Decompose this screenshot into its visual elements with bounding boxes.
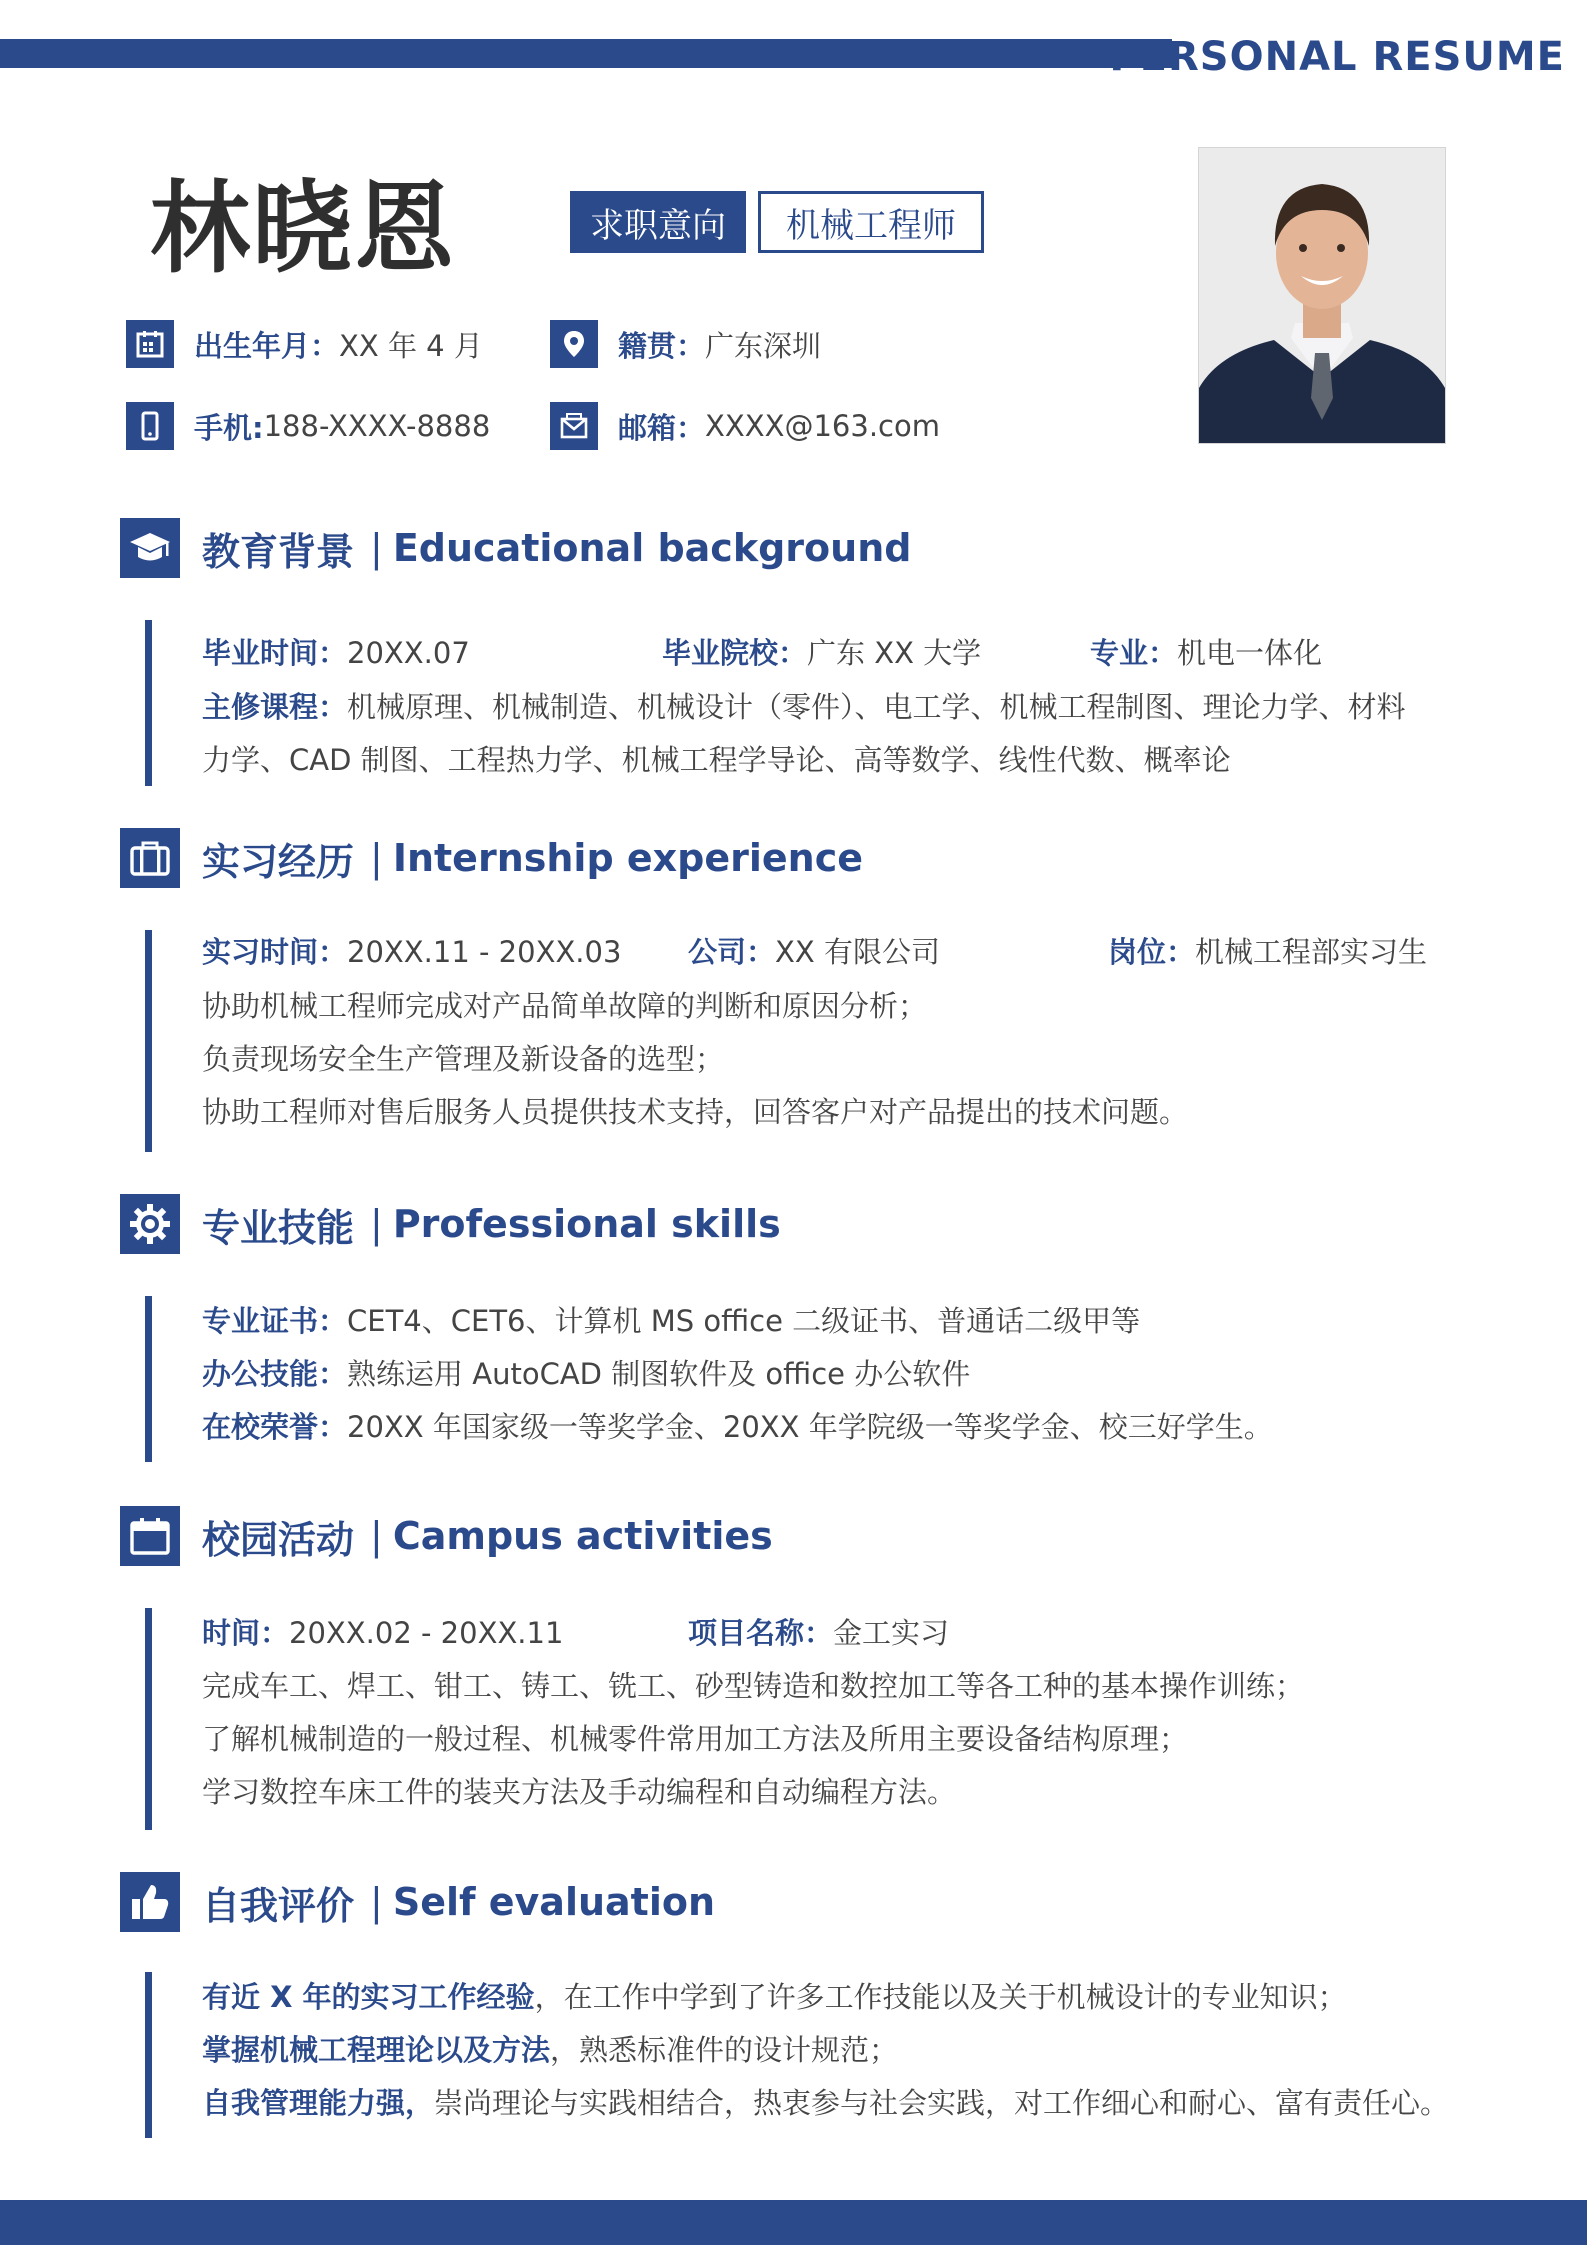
candidate-name: 林晓恩 xyxy=(150,170,456,287)
phone-value: 188-XXXX-8888 xyxy=(263,409,491,443)
internship-time-label: 实习时间： xyxy=(202,935,348,969)
campus-header xyxy=(120,1506,773,1566)
education-school xyxy=(662,631,981,672)
internship-time-value: 20XX.11 - 20XX.03 xyxy=(347,935,622,969)
self-eval-highlight: 自我管理能力强， xyxy=(202,2086,435,2120)
campus-time-label: 时间： xyxy=(202,1616,290,1650)
self-eval-text: 崇尚理论与实践相结合，热衷参与社会实践，对工作细心和耐心、富有责任心。 xyxy=(434,2086,1450,2120)
thumbs-up-icon xyxy=(120,1872,180,1932)
office-value: 熟练运用 AutoCAD 制图软件及 office 办公软件 xyxy=(347,1357,971,1391)
origin-info xyxy=(550,320,821,368)
calendar-icon xyxy=(120,1506,180,1566)
email-value: XXXX@163.com xyxy=(705,409,940,443)
campus-time-value: 20XX.02 - 20XX.11 xyxy=(289,1616,564,1650)
self-eval-highlight: 掌握机械工程理论以及方法 xyxy=(202,2033,551,2067)
internship-post xyxy=(1108,930,1427,971)
courses-label: 主修课程： xyxy=(202,690,348,724)
skills-honors xyxy=(202,1405,1273,1446)
birth-label: 出生年月： xyxy=(194,328,340,363)
skills-header xyxy=(120,1194,781,1254)
job-intention-tag xyxy=(570,191,984,253)
company-label: 公司： xyxy=(688,935,776,969)
education-separator: | xyxy=(370,526,383,570)
origin-label: 籍贯： xyxy=(618,328,706,363)
skills-certificates xyxy=(202,1299,1140,1340)
education-rule xyxy=(145,620,152,786)
calendar-grid-icon xyxy=(126,320,174,368)
honor-label: 在校荣誉： xyxy=(202,1410,348,1444)
internship-title: 实习经历 xyxy=(202,839,355,884)
cert-value: CET4、CET6、计算机 MS office 二级证书、普通话二级甲等 xyxy=(347,1304,1141,1338)
internship-item: 协助机械工程师完成对产品简单故障的判断和原因分析； xyxy=(202,989,928,1023)
person-portrait-icon xyxy=(1199,148,1445,443)
self-eval-text: ，在工作中学到了许多工作技能以及关于机械设计的专业知识； xyxy=(534,1980,1347,2014)
skills-office xyxy=(202,1352,970,1393)
project-value: 金工实习 xyxy=(833,1616,950,1650)
self-eval-highlight: 有近 X 年的实习工作经验 xyxy=(202,1980,535,2014)
education-major xyxy=(1090,631,1322,672)
phone-info xyxy=(126,402,490,450)
internship-company xyxy=(688,930,940,971)
phone-label: 手机: xyxy=(194,410,264,445)
self-eval-title-en: Self evaluation xyxy=(392,1880,716,1924)
education-title: 教育背景 xyxy=(202,529,355,574)
origin-value: 广东深圳 xyxy=(705,328,822,363)
school-value: 广东 XX 大学 xyxy=(807,636,982,670)
education-courses-line1 xyxy=(202,685,1406,726)
self-eval-rule xyxy=(145,1972,152,2138)
campus-rule xyxy=(145,1608,152,1830)
campus-item: 学习数控车床工件的装夹方法及手动编程和自动编程方法。 xyxy=(202,1775,957,1809)
courses-text-1: 机械原理、机械制造、机械设计（零件）、电工学、机械工程制图、理论力学、材料 xyxy=(347,690,1406,724)
internship-header xyxy=(120,828,863,888)
campus-separator: | xyxy=(370,1514,383,1558)
internship-title-en: Internship experience xyxy=(392,836,864,880)
campus-title-en: Campus activities xyxy=(392,1514,773,1558)
envelope-icon xyxy=(550,402,598,450)
company-value: XX 有限公司 xyxy=(775,935,940,969)
bottom-accent-bar xyxy=(0,2200,1587,2245)
education-grad-time xyxy=(202,631,470,672)
campus-item: 完成车工、焊工、钳工、铸工、铣工、砂型铸造和数控加工等各工种的基本操作训练； xyxy=(202,1669,1305,1703)
self-eval-separator: | xyxy=(370,1880,383,1924)
internship-rule xyxy=(145,930,152,1152)
education-courses-line2: 力学、CAD 制图、工程热力学、机械工程学导论、高等数学、线性代数、概率论 xyxy=(202,743,1231,777)
post-label: 岗位： xyxy=(1108,935,1196,969)
honor-value: 20XX 年国家级一等奖学金、20XX 年学院级一等奖学金、校三好学生。 xyxy=(347,1410,1273,1444)
mobile-phone-icon xyxy=(126,402,174,450)
self-eval-text: ，熟悉标准件的设计规范； xyxy=(550,2033,899,2067)
gear-icon xyxy=(120,1194,180,1254)
campus-title: 校园活动 xyxy=(202,1517,355,1562)
briefcase-icon xyxy=(120,828,180,888)
internship-separator: | xyxy=(370,836,383,880)
skills-rule xyxy=(145,1296,152,1462)
campus-time xyxy=(202,1611,563,1652)
skills-separator: | xyxy=(370,1202,383,1246)
education-header xyxy=(120,518,911,578)
self-eval-line xyxy=(202,1975,1347,2016)
office-label: 办公技能： xyxy=(202,1357,348,1391)
birth-value: XX 年 4 月 xyxy=(339,328,483,363)
post-value: 机械工程部实习生 xyxy=(1195,935,1428,969)
birth-info xyxy=(126,320,483,368)
major-value: 机电一体化 xyxy=(1177,636,1323,670)
self-eval-title: 自我评价 xyxy=(202,1883,355,1928)
self-eval-header xyxy=(120,1872,715,1932)
resume-title: PERSONAL RESUME xyxy=(1109,34,1565,80)
project-label: 项目名称： xyxy=(688,1616,834,1650)
campus-project xyxy=(688,1611,949,1652)
skills-title-en: Professional skills xyxy=(392,1202,781,1246)
internship-item: 负责现场安全生产管理及新设备的选型； xyxy=(202,1042,725,1076)
internship-time xyxy=(202,930,621,971)
grad-time-label: 毕业时间： xyxy=(202,636,348,670)
school-label: 毕业院校： xyxy=(662,636,808,670)
email-label: 邮箱： xyxy=(618,410,706,445)
email-info xyxy=(550,402,940,450)
top-accent-bar xyxy=(0,39,1172,68)
education-title-en: Educational background xyxy=(392,526,912,570)
self-eval-line xyxy=(202,2028,898,2069)
cert-label: 专业证书： xyxy=(202,1304,348,1338)
grad-time-value: 20XX.07 xyxy=(347,636,470,670)
campus-item: 了解机械制造的一般过程、机械零件常用加工方法及所用主要设备结构原理； xyxy=(202,1722,1189,1756)
self-eval-line xyxy=(202,2081,1449,2122)
job-intention-value: 机械工程师 xyxy=(758,191,984,253)
location-pin-icon xyxy=(550,320,598,368)
internship-item: 协助工程师对售后服务人员提供技术支持，回答客户对产品提出的技术问题。 xyxy=(202,1095,1189,1129)
skills-title: 专业技能 xyxy=(202,1205,355,1250)
job-intention-label: 求职意向 xyxy=(570,191,746,253)
profile-photo xyxy=(1198,147,1446,444)
graduation-cap-icon xyxy=(120,518,180,578)
major-label: 专业： xyxy=(1090,636,1178,670)
